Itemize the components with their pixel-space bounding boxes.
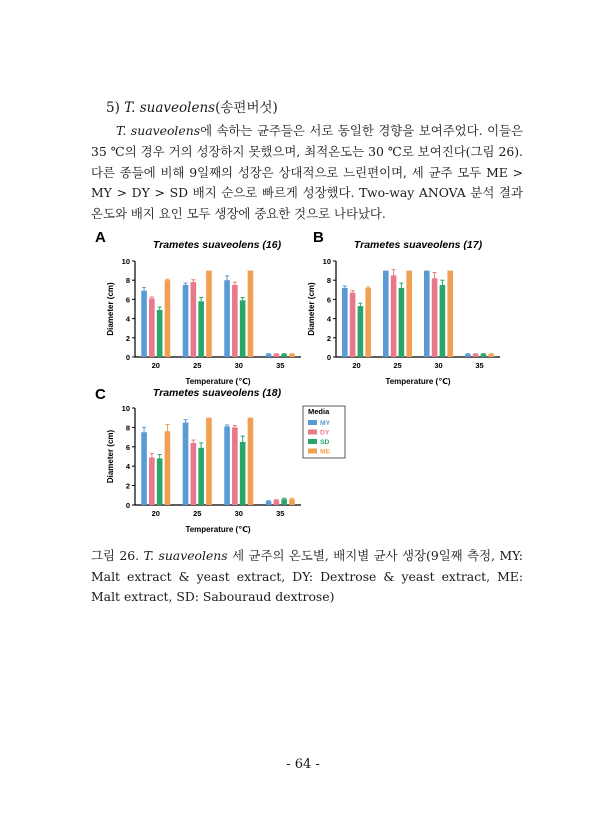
x-axis-label: Temperature (℃) xyxy=(185,377,251,386)
y-tick-label: 4 xyxy=(125,314,130,324)
bar-dy xyxy=(232,285,238,357)
y-tick-label: 6 xyxy=(326,295,331,305)
bar-sd xyxy=(281,354,287,357)
figure-26 xyxy=(95,228,535,540)
y-axis-label: Diameter (cm) xyxy=(106,429,115,484)
x-axis-label: Temperature (℃) xyxy=(185,525,251,534)
y-tick-label: 2 xyxy=(326,333,331,343)
chart-panel-b xyxy=(307,229,500,386)
bar-dy xyxy=(191,443,197,505)
bar-me xyxy=(248,418,254,505)
bar-my xyxy=(266,501,272,505)
section-korean-name: (송편버섯) xyxy=(215,100,278,116)
bar-me xyxy=(447,271,453,357)
y-tick-label: 4 xyxy=(326,314,331,324)
bar-my xyxy=(224,280,230,357)
bar-my xyxy=(141,291,147,357)
x-tick-label: 35 xyxy=(276,361,285,370)
bar-dy xyxy=(191,282,197,357)
x-tick-label: 20 xyxy=(151,361,160,370)
section-heading xyxy=(106,96,278,116)
y-tick-label: 10 xyxy=(121,404,130,413)
y-tick-label: 6 xyxy=(125,295,130,305)
bar-sd xyxy=(481,354,487,357)
caption-prefix: 그림 26. xyxy=(91,548,140,563)
x-tick-label: 20 xyxy=(352,361,361,370)
legend-label-my: MY xyxy=(320,420,331,427)
y-tick-label: 4 xyxy=(125,462,130,472)
bar-dy xyxy=(274,500,280,505)
bar-sd xyxy=(399,288,405,357)
bar-dy xyxy=(432,278,438,357)
bar-my xyxy=(383,271,389,357)
legend-label-dy: DY xyxy=(320,429,330,437)
y-axis-label: Diameter (cm) xyxy=(307,282,316,336)
bar-sd xyxy=(281,499,287,505)
bar-my xyxy=(224,426,230,505)
x-tick-label: 35 xyxy=(475,361,484,370)
y-tick-label: 2 xyxy=(125,481,130,491)
bar-me xyxy=(406,271,412,357)
y-tick-label: 0 xyxy=(125,501,130,510)
chart-panel-a xyxy=(95,229,301,386)
bar-my xyxy=(266,354,272,357)
y-axis-label: Diameter (cm) xyxy=(106,282,115,336)
figure-svg xyxy=(95,228,535,540)
section-species: T. suaveolens xyxy=(124,100,216,116)
x-tick-label: 25 xyxy=(393,361,402,370)
bar-sd xyxy=(440,285,446,357)
bar-my xyxy=(465,354,471,357)
chart-panel-c xyxy=(95,386,301,534)
paragraph-species: T. suaveolens xyxy=(116,123,201,138)
chart-title: Trametes suaveolens (16) xyxy=(152,239,282,251)
bar-sd xyxy=(240,300,246,357)
bar-dy xyxy=(274,354,280,357)
bar-me xyxy=(365,288,371,357)
bar-me xyxy=(289,499,295,505)
bar-dy xyxy=(232,427,238,505)
bar-my xyxy=(342,288,348,357)
y-tick-label: 6 xyxy=(125,442,130,452)
y-tick-label: 0 xyxy=(125,353,130,362)
y-tick-label: 8 xyxy=(326,276,331,286)
x-tick-label: 30 xyxy=(234,361,243,370)
bar-sd xyxy=(198,301,204,357)
legend-swatch-my xyxy=(308,420,317,425)
y-tick-label: 2 xyxy=(125,333,130,343)
caption-species: T. suaveolens xyxy=(143,548,228,563)
bar-me xyxy=(165,280,171,357)
legend-label-me: ME xyxy=(320,448,331,456)
legend-swatch-me xyxy=(308,449,317,454)
bar-dy xyxy=(149,457,155,505)
bar-dy xyxy=(350,293,356,357)
x-axis-label: Temperature (℃) xyxy=(385,377,451,386)
y-tick-label: 8 xyxy=(125,276,130,286)
legend-swatch-sd xyxy=(308,439,317,444)
bar-sd xyxy=(198,448,204,505)
bar-sd xyxy=(157,310,163,357)
panel-letter: C xyxy=(95,386,106,403)
x-tick-label: 30 xyxy=(234,509,243,518)
chart-title: Trametes suaveolens (18) xyxy=(152,387,282,399)
x-tick-label: 25 xyxy=(193,361,202,370)
panel-letter: B xyxy=(313,229,324,246)
bar-sd xyxy=(157,458,163,505)
x-tick-label: 30 xyxy=(434,361,443,370)
bar-me xyxy=(488,354,494,357)
paragraph-text: 에 속하는 균주들은 서로 동일한 경향을 보여주었다. 이들은 35 ℃의 경우 거의 성장하지 못했으며, 최적온도는 30 ℃로 보여진다(그림 26). 다른 종들에 비해 9일째의 성장은 상대적으로 느린편이며, 세 균주 모두 ME > MY > DY > SD 배지 순으로 빠르게 성장했다. Two-way ANOVA 분석 결과 온도와 배지 요인 모두 생장에 중요한 것으로 나타났다. xyxy=(91,123,523,222)
x-tick-label: 25 xyxy=(193,509,202,518)
bar-me xyxy=(289,354,295,357)
legend-swatch-dy xyxy=(308,430,317,435)
legend-label-sd: SD xyxy=(320,439,330,446)
bar-sd xyxy=(240,442,246,505)
x-tick-label: 35 xyxy=(276,509,285,518)
bar-dy xyxy=(473,354,479,357)
chart-title: Trametes suaveolens (17) xyxy=(353,239,483,251)
caption-text: 세 균주의 온도별, 배지별 균사 생장(9일째 측정, MY: Malt extract & yeast extract, DY: Dextrose & yeast extract, ME: Malt extract, SD: Sabouraud dextrose) xyxy=(91,548,523,605)
bar-me xyxy=(206,418,212,505)
page-number: - 64 - xyxy=(286,757,320,772)
y-tick-label: 10 xyxy=(322,257,331,266)
bar-me xyxy=(248,271,254,357)
body-paragraph xyxy=(91,121,523,225)
bar-my xyxy=(183,285,189,357)
y-tick-label: 8 xyxy=(125,423,130,433)
bar-dy xyxy=(391,275,397,357)
panel-letter: A xyxy=(95,229,106,246)
figure-caption xyxy=(91,546,523,608)
y-tick-label: 0 xyxy=(326,353,331,362)
chart-legend xyxy=(303,406,345,458)
y-tick-label: 10 xyxy=(121,257,130,266)
bar-me xyxy=(206,271,212,357)
x-tick-label: 20 xyxy=(151,509,160,518)
bar-my xyxy=(424,271,430,357)
section-number: 5) xyxy=(106,100,120,116)
legend-title: Media xyxy=(308,407,330,416)
bar-me xyxy=(165,431,171,505)
bar-my xyxy=(183,423,189,505)
bar-my xyxy=(141,432,147,505)
bar-dy xyxy=(149,298,155,357)
bar-sd xyxy=(358,306,364,357)
